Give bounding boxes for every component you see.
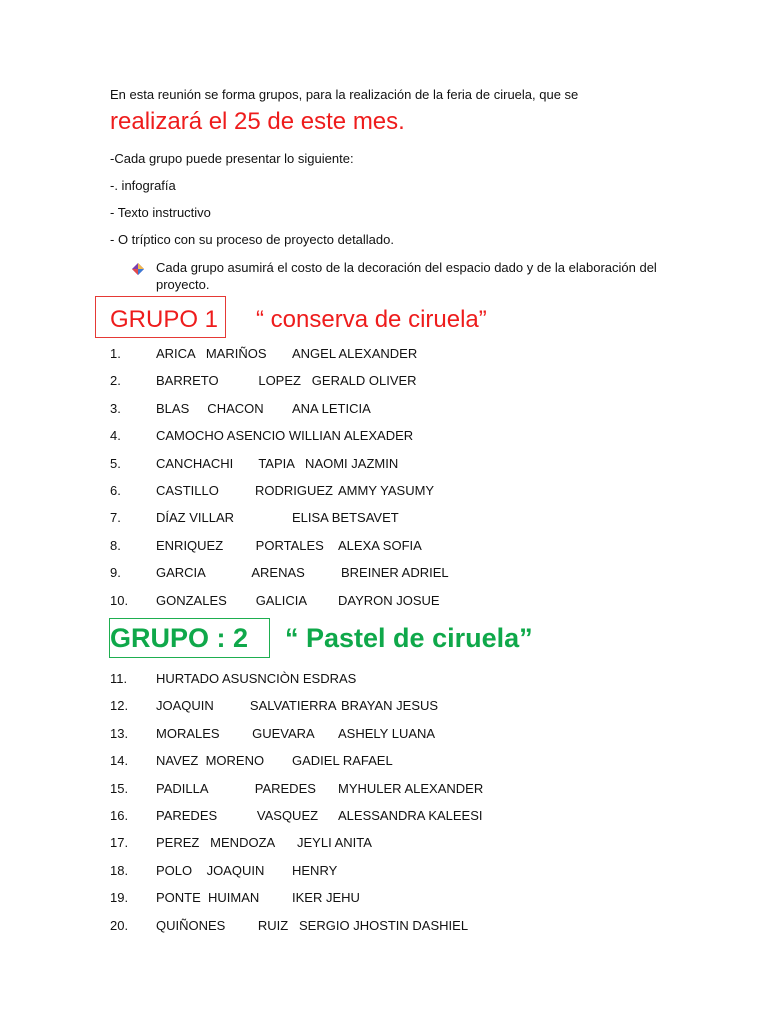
bullet-text-line-2: proyecto.: [156, 277, 210, 292]
student-surname: GONZALES GALICIA: [156, 592, 307, 608]
student-surname: DÍAZ VILLAR: [156, 510, 235, 526]
intro-line-3: -Cada grupo puede presentar lo siguiente:: [110, 151, 354, 166]
student-row: [0, 373, 768, 391]
student-surname: ENRIQUEZ PORTALES: [156, 537, 324, 553]
option-infografia: -. infografía: [110, 178, 176, 193]
student-surname: BLAS CHACON: [156, 400, 264, 416]
student-given-names: DAYRON JOSUE: [338, 592, 440, 608]
student-surname: PONTE HUIMAN: [156, 890, 260, 906]
student-given-names: JEYLI ANITA: [297, 835, 372, 851]
student-given-names: ANA LETICIA: [292, 400, 371, 416]
group2-label: GRUPO : 2: [110, 623, 249, 653]
intro-line-1: En esta reunión se forma grupos, para la realización de la feria de ciruela, que se: [110, 87, 579, 102]
student-row: [0, 835, 768, 853]
row-number: 5.: [110, 455, 121, 471]
student-row: [0, 671, 768, 689]
student-row: [0, 401, 768, 419]
student-given-names: BRAYAN JESUS: [341, 698, 439, 714]
row-number: 19.: [110, 890, 129, 906]
row-number: 4.: [110, 428, 121, 444]
student-row: [0, 456, 768, 474]
student-surname: CAMOCHO ASENCIO WILLIAN ALEXADER: [156, 428, 414, 444]
row-number: 2.: [110, 373, 121, 389]
student-surname: MORALES GUEVARA: [156, 725, 315, 741]
group1-label: GRUPO 1: [110, 306, 219, 333]
student-given-names: ELISA BETSAVET: [292, 510, 399, 526]
student-surname: PEREZ MENDOZA: [156, 835, 276, 851]
student-row: [0, 698, 768, 716]
row-number: 15.: [110, 780, 129, 796]
student-surname: PADILLA PAREDES: [156, 780, 316, 796]
row-number: 6.: [110, 483, 121, 498]
group1-title: “ conserva de ciruela”: [256, 306, 487, 333]
student-surname: POLO JOAQUIN: [156, 862, 265, 878]
student-given-names: GADIEL RAFAEL: [292, 753, 393, 769]
row-number: 9.: [110, 565, 121, 581]
student-row: [0, 483, 768, 501]
row-number: 11.: [110, 671, 128, 686]
student-surname: PAREDES VASQUEZ: [156, 808, 319, 823]
student-given-names: BREINER ADRIEL: [341, 565, 449, 581]
student-row: [0, 918, 768, 936]
intro-highlight-date: realizará el 25 de este mes.: [110, 108, 405, 135]
group2-title: “ Pastel de ciruela”: [285, 623, 533, 653]
student-row: [0, 346, 768, 364]
student-surname: ARICA MARIÑOS: [156, 346, 267, 361]
student-row: [0, 753, 768, 771]
row-number: 18.: [110, 862, 129, 878]
student-surname: NAVEZ MORENO: [156, 753, 265, 769]
student-given-names: AMMY YASUMY: [338, 483, 435, 498]
row-number: 17.: [110, 835, 129, 851]
student-row: [0, 726, 768, 744]
student-surname: HURTADO ASUSNCIÒN ESDRAS: [156, 671, 357, 686]
student-given-names: IKER JEHU: [292, 890, 360, 906]
student-row: [0, 510, 768, 528]
student-given-names: HENRY: [292, 862, 338, 878]
student-given-names: ALESSANDRA KALEESI: [338, 808, 483, 823]
student-surname: GARCIA ARENAS: [156, 565, 305, 581]
row-number: 10.: [110, 592, 129, 608]
row-number: 14.: [110, 753, 129, 769]
row-number: 7.: [110, 510, 121, 526]
student-surname: QUIÑONES RUIZ SERGIO JHOSTIN DASHIEL: [156, 917, 469, 933]
bullet-text-line-1: Cada grupo asumirá el costo de la decoración del espacio dado y de la elaboración del: [156, 260, 657, 275]
diamond-bullet-icon: [132, 263, 144, 275]
student-row: [0, 863, 768, 881]
row-number: 20.: [110, 917, 129, 933]
student-given-names: ALEXA SOFIA: [338, 537, 422, 553]
student-surname: CANCHACHI TAPIA NAOMI JAZMIN: [156, 455, 399, 471]
student-surname: CASTILLO RODRIGUEZ: [156, 483, 333, 498]
student-row: [0, 781, 768, 799]
student-surname: BARRETO LOPEZ GERALD OLIVER: [156, 373, 417, 389]
student-row: [0, 565, 768, 583]
row-number: 3.: [110, 400, 121, 416]
student-given-names: ASHELY LUANA: [338, 725, 436, 741]
student-row: [0, 428, 768, 446]
student-row: [0, 593, 768, 611]
row-number: 12.: [110, 698, 129, 714]
student-row: [0, 890, 768, 908]
student-row: [0, 808, 768, 826]
row-number: 13.: [110, 725, 129, 741]
row-number: 1.: [110, 346, 121, 361]
option-triptico: - O tríptico con su proceso de proyecto detallado.: [110, 232, 394, 247]
student-row: [0, 538, 768, 556]
row-number: 8.: [110, 537, 121, 553]
student-surname: JOAQUIN SALVATIERRA: [156, 698, 337, 714]
row-number: 16.: [110, 808, 129, 823]
option-texto-instructivo: - Texto instructivo: [110, 205, 211, 220]
student-given-names: ANGEL ALEXANDER: [292, 346, 418, 361]
student-given-names: MYHULER ALEXANDER: [338, 780, 484, 796]
